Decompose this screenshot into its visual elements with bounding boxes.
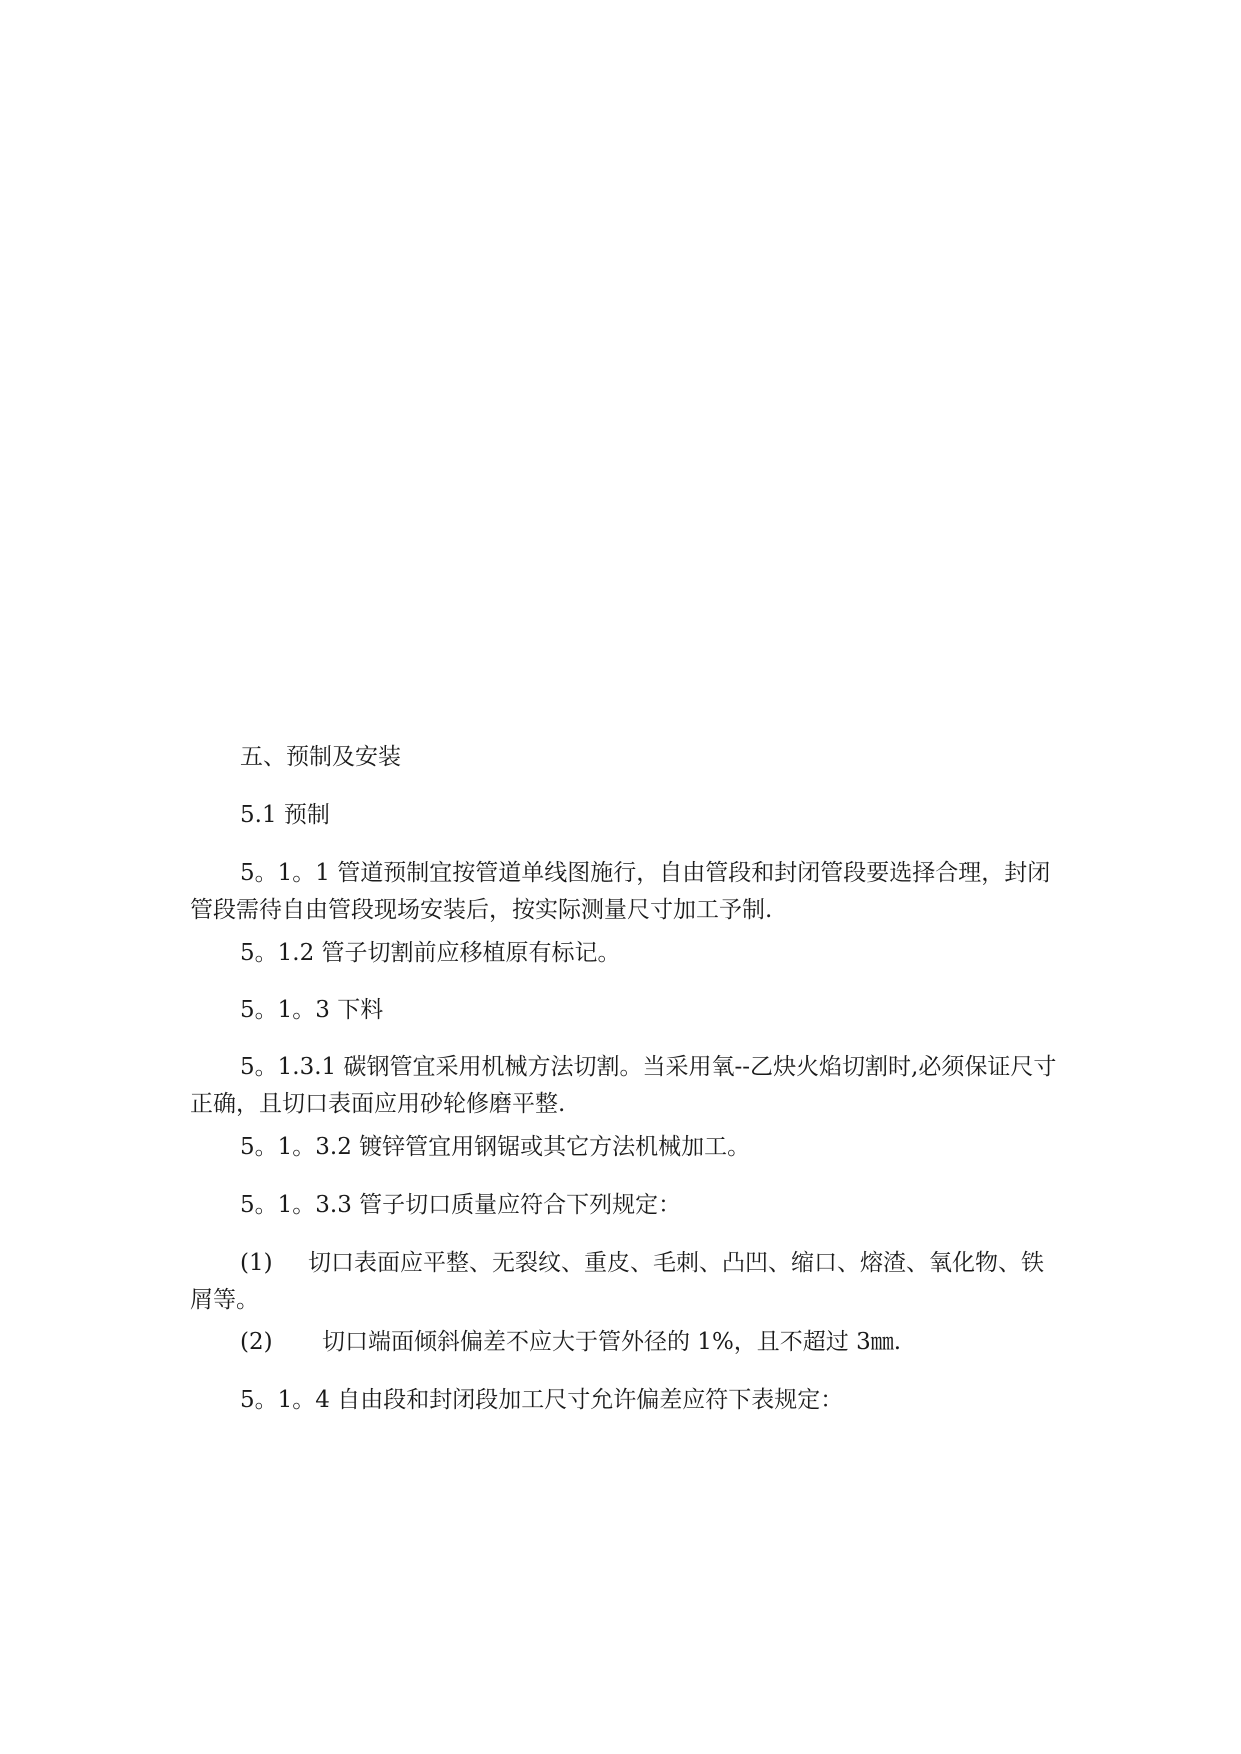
list-item-2-marker: (2)	[240, 1329, 273, 1355]
paragraph-5-1-2: 5。1.2 管子切割前应移植原有标记。	[240, 940, 621, 966]
list-item-2	[190, 1324, 1065, 1361]
paragraph-5-1-4: 5。1。4 自由段和封闭段加工尺寸允许偏差应符下表规定：	[240, 1387, 844, 1413]
paragraph-5-1-3-1: 5。1.3.1 碳钢管宜采用机械方法切割。当采用氧--乙炔火焰切割时,必须保证尺寸正确，且切口表面应用砂轮修磨平整.	[190, 1054, 1057, 1117]
paragraph-5-1-3: 5。1。3 下料	[240, 997, 384, 1023]
section-heading: 五、预制及安装	[240, 744, 401, 770]
paragraph-5-1-3-3: 5。1。3.3 管子切口质量应符合下列规定：	[240, 1192, 682, 1218]
paragraph-5-1-3-2: 5。1。3.2 镀锌管宜用钢锯或其它方法机械加工。	[240, 1134, 751, 1160]
subsection-heading: 5.1 预制	[240, 802, 330, 828]
list-item-1	[190, 1245, 1065, 1319]
paragraph-5-1-1: 5。1。1 管道预制宜按管道单线图施行，自由管段和封闭管段要选择合理，封闭管段需待自由管段现场安装后，按实际测量尺寸加工予制.	[190, 860, 1051, 923]
list-item-1-marker: (1)	[240, 1250, 273, 1276]
list-item-2-text: 切口端面倾斜偏差不应大于管外径的 1%，且不超过 3㎜.	[322, 1329, 902, 1355]
list-item-1-text: 切口表面应平整、无裂纹、重皮、毛刺、凸凹、缩口、熔渣、氧化物、铁屑等。	[190, 1250, 1044, 1313]
